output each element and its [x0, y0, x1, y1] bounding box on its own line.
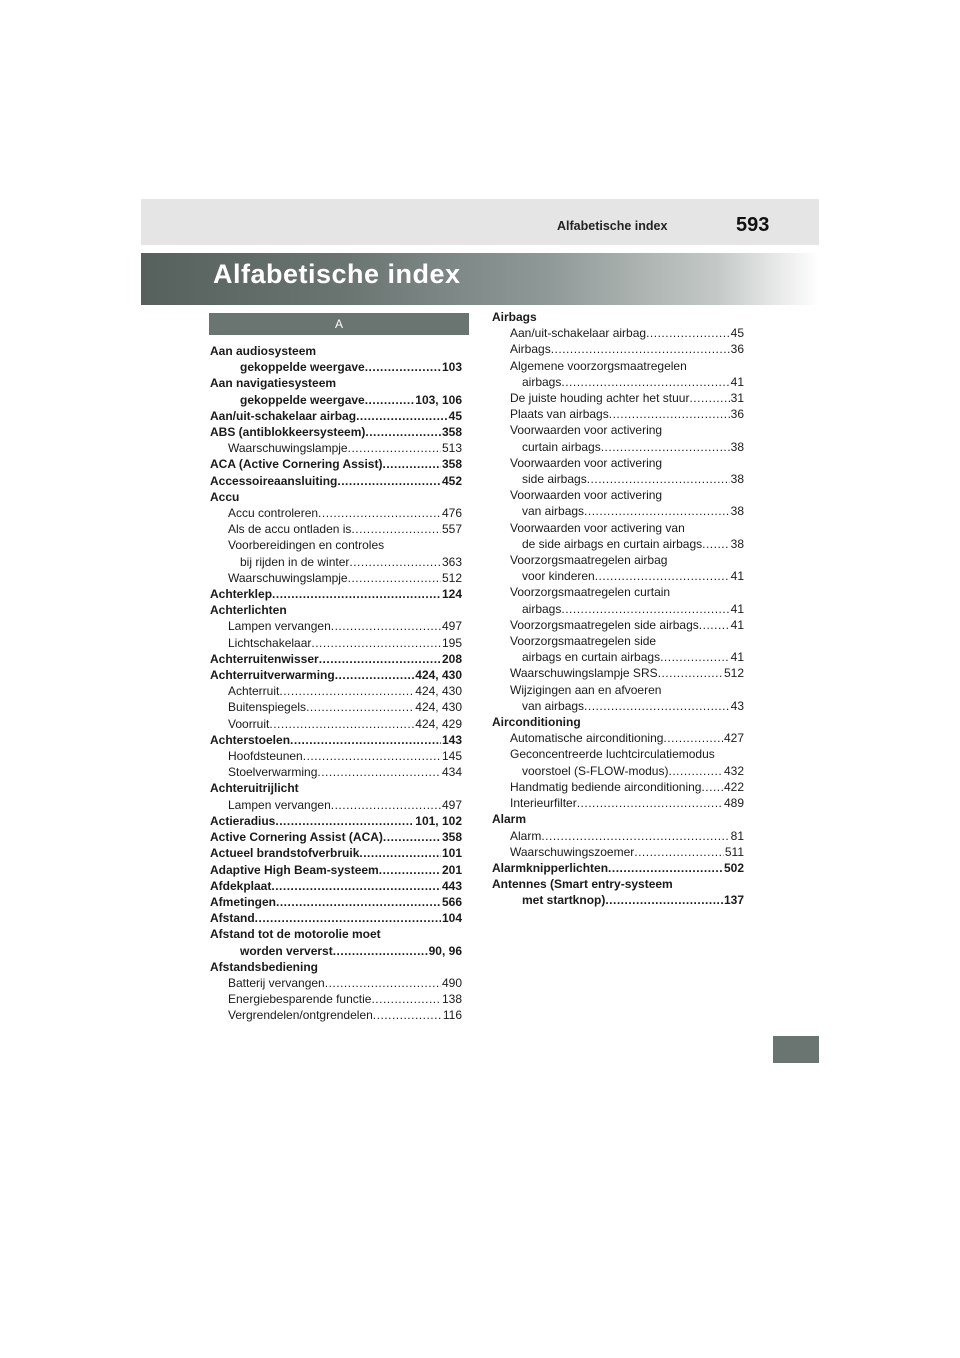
index-entry — [492, 892, 744, 908]
index-entry-text: gekoppelde weergave — [240, 392, 365, 407]
leader-dots — [317, 764, 441, 780]
index-page-ref: 103, 106 — [415, 392, 462, 407]
leader-dots — [634, 844, 724, 860]
index-entry — [210, 667, 462, 683]
index-entry-text: Accu controleren — [228, 506, 319, 521]
leader-dots — [348, 570, 441, 586]
index-entry-text: Voorruit — [228, 716, 270, 731]
leader-dots — [595, 568, 730, 584]
index-entry-text: Stoelverwarming — [228, 765, 318, 780]
index-entry-text: Aan/uit-schakelaar airbag — [210, 408, 357, 423]
index-page-ref: 145 — [441, 749, 462, 764]
index-page-ref: 143 — [441, 732, 462, 747]
leader-dots — [365, 424, 441, 440]
index-entry-text: Waarschuwingslampje — [228, 570, 348, 585]
index-entry — [210, 537, 462, 553]
leader-dots — [605, 892, 723, 908]
leader-dots — [608, 860, 723, 876]
index-page-ref: 38 — [730, 439, 744, 454]
index-entry-text: airbags en curtain airbags — [522, 650, 661, 665]
index-page-ref: 432 — [723, 763, 744, 778]
index-entry — [492, 682, 744, 698]
index-entry-text: de side airbags en curtain airbags — [522, 536, 703, 551]
index-entry — [492, 811, 744, 827]
index-page-ref: 512 — [723, 666, 744, 681]
index-page-ref: 208 — [441, 651, 462, 666]
index-page-ref: 137 — [723, 893, 744, 908]
index-page-ref: 101, 102 — [415, 813, 462, 828]
leader-dots — [349, 554, 441, 570]
index-page-ref: 41 — [730, 650, 744, 665]
index-entry-text: Afdekplaat — [210, 878, 272, 893]
leader-dots — [646, 325, 730, 341]
index-entry — [210, 456, 462, 472]
leader-dots — [561, 601, 729, 617]
index-entry — [210, 359, 462, 375]
index-entry — [492, 860, 744, 876]
index-page-ref: 41 — [730, 569, 744, 584]
index-entry-text: Voorbereidingen en controles — [228, 538, 385, 553]
index-entry-text: Achterruitenwisser — [210, 651, 319, 666]
index-entry-text: airbags — [522, 601, 562, 616]
index-entry-text: ACA (Active Cornering Assist) — [210, 457, 383, 472]
index-entry-text: Active Cornering Assist (ACA) — [210, 830, 383, 845]
index-column-right — [492, 309, 744, 909]
index-page-ref: 566 — [441, 894, 462, 909]
index-page-ref: 557 — [441, 522, 462, 537]
index-entry — [492, 698, 744, 714]
index-entry — [492, 617, 744, 633]
leader-dots — [689, 390, 729, 406]
index-page-ref: 103 — [441, 360, 462, 375]
leader-dots — [331, 797, 441, 813]
index-entry-text: Lampen vervangen — [228, 797, 331, 812]
index-entry — [210, 375, 462, 391]
index-entry-text: Airbags — [492, 310, 537, 324]
leader-dots — [356, 408, 448, 424]
index-entry — [492, 795, 744, 811]
index-page-ref: 490 — [441, 975, 462, 990]
leader-dots — [373, 1007, 442, 1023]
index-entry — [210, 813, 462, 829]
leader-dots — [272, 586, 441, 602]
index-page-ref: 358 — [441, 457, 462, 472]
leader-dots — [609, 406, 730, 422]
index-entry-text: Actieradius — [210, 813, 276, 828]
leader-dots — [551, 341, 730, 357]
index-entry-text: Waarschuwingszoemer — [510, 844, 635, 859]
index-page-ref: 363 — [441, 554, 462, 569]
leader-dots — [601, 439, 730, 455]
leader-dots — [541, 828, 729, 844]
index-entry-text: Automatische airconditioning — [510, 731, 664, 746]
index-entry — [210, 732, 462, 748]
index-entry-text: Adaptive High Beam-systeem — [210, 862, 379, 877]
index-entry-text: Accu — [210, 489, 240, 504]
index-page-ref: 358 — [441, 425, 462, 440]
index-page-ref: 424, 429 — [415, 716, 462, 731]
index-entry-text: Buitenspiegels — [228, 700, 307, 715]
leader-dots — [584, 503, 730, 519]
index-entry — [492, 730, 744, 746]
index-entry — [492, 779, 744, 795]
index-entry-text: Achterstoelen — [210, 732, 291, 747]
index-entry-text: Alarm — [492, 812, 527, 827]
index-page-ref: 511 — [724, 844, 744, 859]
leader-dots — [702, 536, 730, 552]
index-entry — [492, 374, 744, 390]
index-entry — [492, 763, 744, 779]
index-entry — [210, 878, 462, 894]
index-entry — [492, 439, 744, 455]
index-entry — [210, 862, 462, 878]
leader-dots — [351, 521, 441, 537]
index-entry — [492, 568, 744, 584]
index-page-ref: 36 — [730, 342, 744, 357]
index-entry-text: Handmatig bediende airconditioning — [510, 779, 702, 794]
leader-dots — [318, 505, 441, 521]
index-entry-text: Voorwaarden voor activering — [510, 455, 663, 470]
index-page-ref: 427 — [723, 731, 744, 746]
leader-dots — [660, 649, 730, 665]
index-page-ref: 36 — [730, 407, 744, 422]
index-entry-text: Alarmknipperlichten — [492, 860, 609, 875]
index-entry — [210, 959, 462, 975]
index-entry-text: bij rijden in de winter — [240, 554, 350, 569]
index-page-ref: 358 — [441, 830, 462, 845]
index-entry — [210, 975, 462, 991]
index-entry — [210, 440, 462, 456]
index-entry — [492, 876, 744, 892]
leader-dots — [701, 779, 723, 795]
index-entry — [492, 601, 744, 617]
index-entry-text: Afstand — [210, 911, 255, 926]
leader-dots — [275, 813, 414, 829]
page-number: 593 — [736, 214, 770, 236]
index-entry-text: Antennes (Smart entry-systeem — [492, 877, 673, 892]
index-page-ref: 452 — [441, 473, 462, 488]
index-column-left — [210, 343, 462, 1024]
index-page-ref: 497 — [441, 797, 462, 812]
index-page-ref: 41 — [730, 617, 744, 632]
index-entry — [210, 392, 462, 408]
index-page-ref: 101 — [441, 846, 462, 861]
index-page-ref: 124 — [441, 587, 462, 602]
index-entry-text: Achteruitrijlicht — [210, 781, 299, 796]
index-page-ref: 116 — [442, 1008, 462, 1023]
index-entry — [492, 422, 744, 438]
index-entry — [210, 651, 462, 667]
index-entry-text: Voorzorgsmaatregelen side — [510, 634, 657, 649]
index-entry-text: Voorwaarden voor activering — [510, 423, 663, 438]
index-page-ref: 513 — [441, 441, 462, 456]
leader-dots — [663, 730, 723, 746]
index-entry — [210, 618, 462, 634]
leader-dots — [290, 732, 441, 748]
page-title: Alfabetische index — [213, 259, 461, 289]
index-entry — [492, 844, 744, 860]
index-entry-text: Airbags — [510, 342, 551, 357]
index-entry — [210, 894, 462, 910]
index-entry — [492, 633, 744, 649]
leader-dots — [365, 359, 441, 375]
index-entry-text: Achterruitverwarming — [210, 668, 335, 683]
side-tab-marker — [773, 1036, 819, 1063]
index-entry-text: Voorzorgsmaatregelen curtain — [510, 585, 671, 600]
leader-dots — [319, 651, 441, 667]
index-entry — [492, 406, 744, 422]
index-entry-text: Voorzorgsmaatregelen airbag — [510, 553, 668, 568]
index-page-ref: 512 — [441, 570, 462, 585]
index-entry-text: Als de accu ontladen is — [228, 522, 352, 537]
leader-dots — [348, 440, 441, 456]
index-page-ref: 38 — [730, 472, 744, 487]
index-page-ref: 31 — [730, 391, 744, 406]
index-entry-text: gekoppelde weergave — [240, 360, 365, 375]
index-entry-text: met startknop) — [522, 893, 606, 908]
index-page-ref: 201 — [441, 862, 462, 877]
index-entry-text: Vergrendelen/ontgrendelen — [228, 1008, 373, 1023]
index-entry-text: Wijzigingen aan en afvoeren — [510, 682, 662, 697]
index-entry-text: Achterlichten — [210, 603, 287, 618]
index-entry-text: voor kinderen — [522, 569, 595, 584]
index-entry — [492, 714, 744, 730]
leader-dots — [331, 618, 441, 634]
index-entry-text: Voorwaarden voor activering van — [510, 520, 685, 535]
index-entry — [492, 552, 744, 568]
index-entry-text: van airbags — [522, 504, 585, 519]
index-page-ref: 138 — [441, 992, 462, 1007]
index-page-ref: 424, 430 — [415, 700, 462, 715]
index-entry — [210, 473, 462, 489]
index-page-ref: 489 — [723, 796, 744, 811]
index-entry-text: Geconcentreerde luchtcirculatiemodus — [510, 747, 715, 762]
index-page-ref: 38 — [730, 536, 744, 551]
index-entry-text: Batterij vervangen — [228, 975, 325, 990]
leader-dots — [306, 699, 414, 715]
index-entry-text: Accessoireaansluiting — [210, 473, 338, 488]
index-entry — [210, 943, 462, 959]
leader-dots — [255, 910, 441, 926]
index-entry — [210, 1007, 462, 1023]
header-band — [141, 199, 819, 245]
index-entry — [210, 505, 462, 521]
leader-dots — [276, 894, 441, 910]
index-entry — [492, 828, 744, 844]
leader-dots — [271, 878, 441, 894]
index-entry — [492, 520, 744, 536]
index-page-ref: 443 — [441, 878, 462, 893]
index-entry-text: Aan audiosysteem — [210, 344, 317, 358]
index-entry-text: Achterklep — [210, 587, 273, 602]
index-entry — [492, 746, 744, 762]
leader-dots — [584, 698, 730, 714]
index-entry — [210, 797, 462, 813]
index-page-ref: 45 — [448, 408, 462, 423]
index-page-ref: 38 — [730, 504, 744, 519]
index-entry-text: Waarschuwingslampje — [228, 441, 348, 456]
index-entry — [210, 926, 462, 942]
leader-dots — [561, 374, 729, 390]
index-entry-text: Actueel brandstofverbruik — [210, 846, 360, 861]
index-page-ref: 195 — [441, 635, 462, 650]
index-entry-text: Energiebesparende functie — [228, 992, 372, 1007]
index-entry-text: Plaats van airbags — [510, 407, 609, 422]
index-entry — [210, 554, 462, 570]
index-page-ref: 497 — [441, 619, 462, 634]
index-entry-text: Afstandsbediening — [210, 959, 319, 974]
index-entry-text: ABS (antiblokkeersysteem) — [210, 425, 366, 440]
index-entry — [492, 665, 744, 681]
index-entry — [492, 471, 744, 487]
index-entry — [210, 408, 462, 424]
index-page-ref: 41 — [730, 601, 744, 616]
index-page-ref: 90, 96 — [428, 943, 462, 958]
index-entry-text: voorstoel (S-FLOW-modus) — [522, 763, 669, 778]
index-entry — [210, 748, 462, 764]
index-entry-text: De juiste houding achter het stuur — [510, 391, 690, 406]
index-entry — [492, 584, 744, 600]
index-page-ref: 434 — [441, 765, 462, 780]
leader-dots — [325, 975, 441, 991]
leader-dots — [382, 456, 440, 472]
index-entry — [492, 325, 744, 341]
index-entry-text: Voorzorgsmaatregelen side airbags — [510, 617, 699, 632]
leader-dots — [365, 392, 415, 408]
index-entry — [210, 521, 462, 537]
index-page-ref: 104 — [441, 911, 462, 926]
index-entry — [210, 910, 462, 926]
index-page-ref: 81 — [730, 828, 744, 843]
index-entry — [210, 570, 462, 586]
index-entry — [210, 586, 462, 602]
index-entry-text: Alarm — [510, 828, 542, 843]
index-entry-text: Waarschuwingslampje SRS — [510, 666, 658, 681]
index-entry — [210, 489, 462, 505]
index-entry-text: side airbags — [522, 472, 587, 487]
section-letter-header: A — [209, 313, 469, 335]
leader-dots — [335, 667, 415, 683]
leader-dots — [279, 683, 414, 699]
index-entry-text: Hoofdsteunen — [228, 749, 303, 764]
header-title: Alfabetische index — [557, 219, 668, 233]
index-entry-text: Lichtschakelaar — [228, 635, 312, 650]
index-entry — [210, 424, 462, 440]
leader-dots — [269, 716, 414, 732]
index-entry-text: Afmetingen — [210, 894, 276, 909]
index-entry-text: Algemene voorzorgsmaatregelen — [510, 358, 687, 373]
index-page-ref: 41 — [730, 374, 744, 389]
index-entry-text: Interieurfilter — [510, 796, 577, 811]
index-page-ref: 424, 430 — [415, 668, 462, 683]
index-page-ref: 502 — [723, 860, 744, 875]
index-entry-text: Afstand tot de motorolie moet — [210, 927, 381, 942]
index-entry-text: Achterruit — [228, 684, 280, 699]
index-entry-text: van airbags — [522, 698, 585, 713]
index-entry — [492, 649, 744, 665]
index-entry-text: worden ververst — [240, 943, 333, 958]
index-entry-text: Airconditioning — [492, 715, 581, 730]
index-entry — [492, 341, 744, 357]
leader-dots — [379, 862, 441, 878]
index-entry-text: Lampen vervangen — [228, 619, 331, 634]
index-entry — [210, 716, 462, 732]
index-entry-text: Aan/uit-schakelaar airbag — [510, 326, 647, 341]
index-entry-text: Aan navigatiesysteem — [210, 376, 337, 391]
index-entry — [210, 829, 462, 845]
index-entry — [210, 683, 462, 699]
index-page-ref: 422 — [723, 779, 744, 794]
index-entry — [492, 503, 744, 519]
index-page-ref: 43 — [730, 698, 744, 713]
index-entry — [492, 455, 744, 471]
index-entry — [210, 699, 462, 715]
index-entry — [492, 487, 744, 503]
leader-dots — [658, 665, 723, 681]
index-entry-text: Voorwaarden voor activering — [510, 488, 663, 503]
leader-dots — [337, 473, 441, 489]
index-entry — [210, 764, 462, 780]
leader-dots — [668, 763, 722, 779]
index-entry — [210, 991, 462, 1007]
index-entry — [492, 390, 744, 406]
leader-dots — [333, 943, 428, 959]
leader-dots — [359, 845, 441, 861]
index-page-ref: 424, 430 — [415, 684, 462, 699]
index-entry-text: curtain airbags — [522, 439, 601, 454]
index-page-ref: 476 — [441, 506, 462, 521]
index-entry — [210, 845, 462, 861]
index-entry — [210, 343, 462, 359]
leader-dots — [699, 617, 730, 633]
index-entry — [210, 602, 462, 618]
index-entry — [210, 780, 462, 796]
index-entry — [492, 536, 744, 552]
leader-dots — [311, 635, 441, 651]
leader-dots — [383, 829, 441, 845]
index-entry-text: airbags — [522, 374, 562, 389]
leader-dots — [303, 748, 441, 764]
index-page-ref: 45 — [730, 326, 744, 341]
leader-dots — [577, 795, 723, 811]
index-entry — [210, 635, 462, 651]
index-entry — [492, 358, 744, 374]
leader-dots — [587, 471, 730, 487]
index-entry — [492, 309, 744, 325]
leader-dots — [371, 991, 441, 1007]
